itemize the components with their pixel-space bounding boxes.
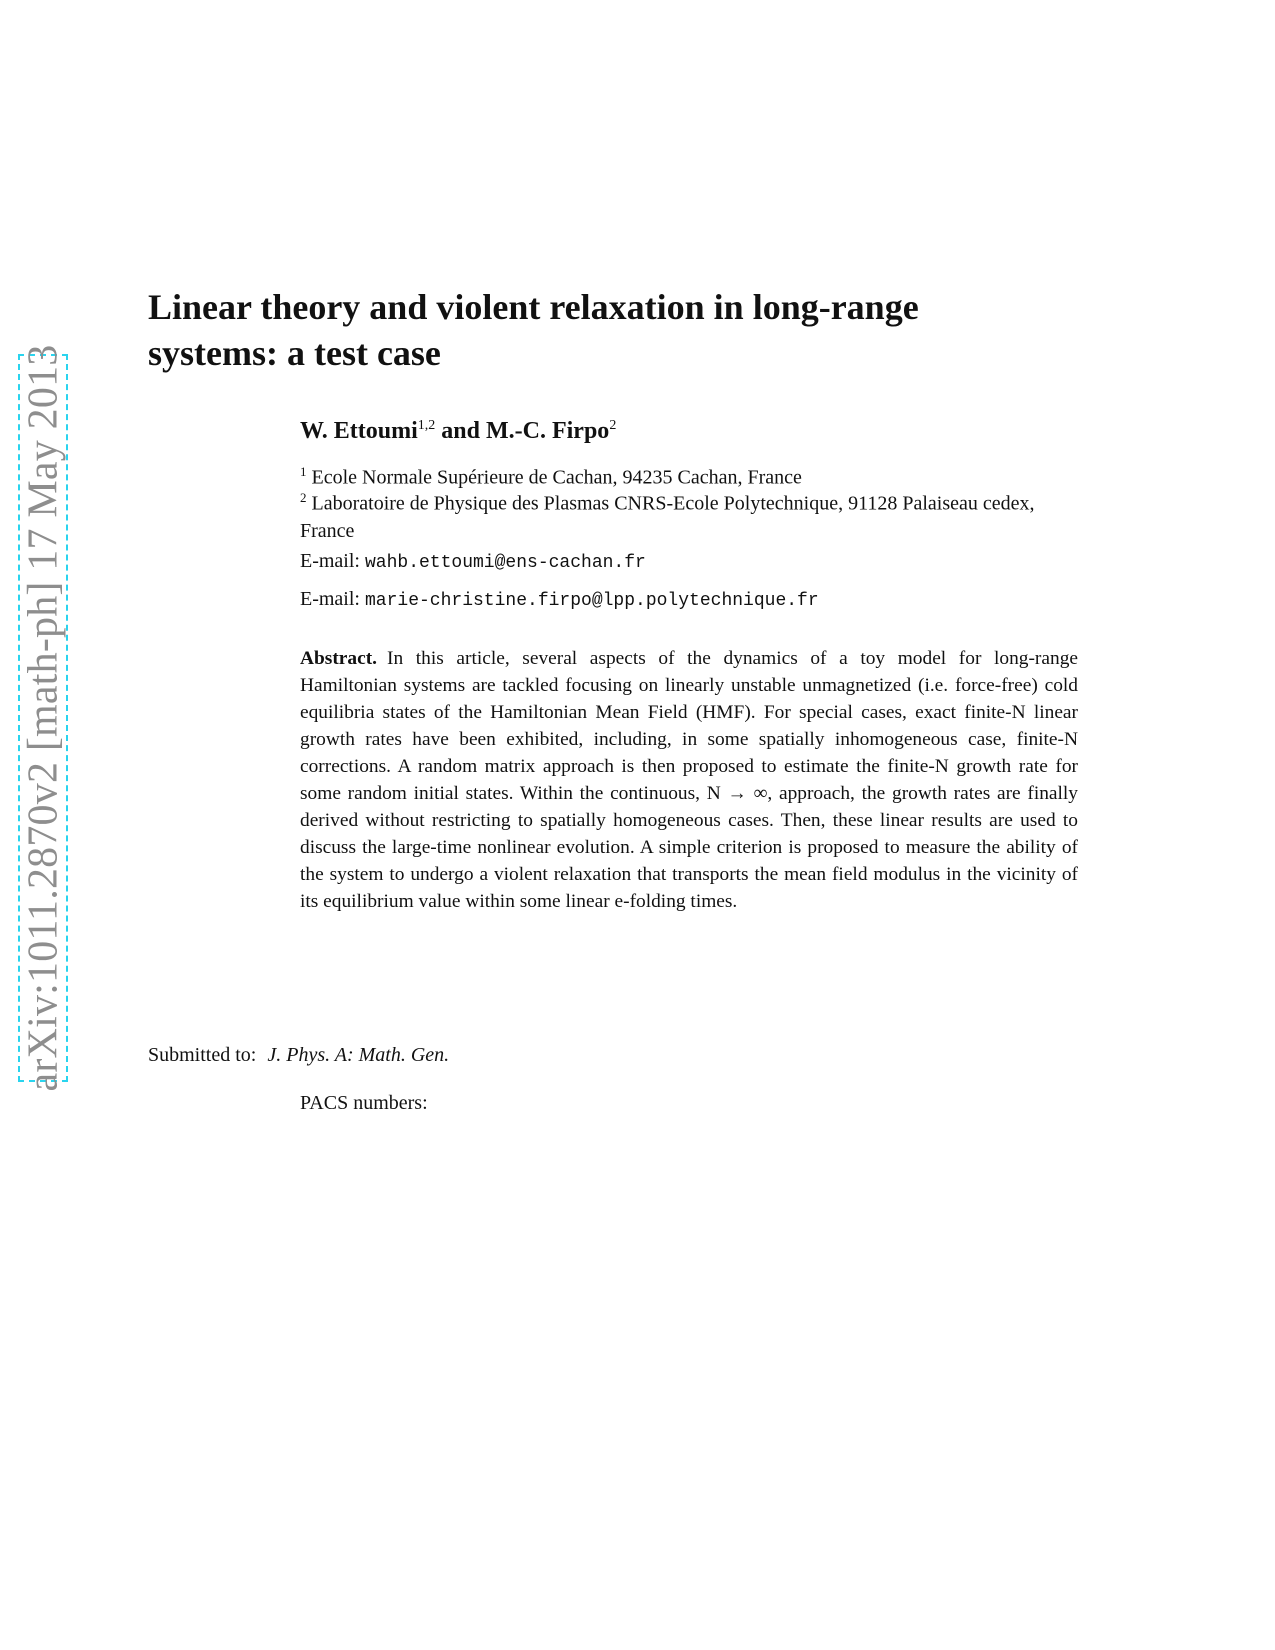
affiliation-text: Laboratoire de Physique des Plasmas CNRS-Ecole Polytechnique, 91128 Palaiseau cedex, France [300, 492, 1035, 542]
affiliation-number: 2 [300, 490, 307, 505]
email-line [300, 550, 646, 573]
email-label: E-mail: [300, 588, 360, 610]
author-name: M.-C. Firpo [486, 418, 610, 444]
author-affiliation-marker: 1,2 [417, 418, 436, 433]
pacs-numbers: PACS numbers: [300, 1092, 428, 1114]
email-address[interactable]: marie-christine.firpo@lpp.polytechnique.fr [364, 591, 819, 611]
affiliation [300, 484, 1080, 545]
email-line [300, 588, 819, 611]
email-address[interactable]: wahb.ettoumi@ens-cachan.fr [364, 553, 646, 573]
affiliation-text: Ecole Normale Supérieure de Cachan, 94235 Cachan, France [311, 466, 802, 489]
submitted-label: Submitted to: [148, 1044, 257, 1066]
abstract [300, 645, 1078, 915]
journal-name: J. Phys. A: Math. Gen. [267, 1044, 450, 1066]
author-affiliation-marker: 2 [609, 418, 617, 433]
affiliation-number: 1 [300, 464, 307, 479]
author-name: W. Ettoumi [300, 418, 418, 444]
author-list [300, 418, 616, 445]
abstract-text: In this article, several aspects of the dynamics of a toy model for long-range Hamiltonian systems are tackled focusing on linearly unstable unmagnetized (i.e. force-free) cold equilibria states of the Hamiltonian Mean Field (HMF). For special cases, exact finite-N linear growth rates have been exhibited, including, in some spatially inhomogeneous case, finite-N corrections. A random matrix approach is then proposed to estimate the finite-N growth rate for some random initial states. Within the continuous, N → ∞, approach, the growth rates are finally derived without restricting to spatially homogeneous cases. Then, these linear results are used to discuss the large-time nonlinear evolution. A simple criterion is proposed to measure the ability of the system to undergo a violent relaxation that transports the mean field modulus in the vicinity of its equilibrium value within some linear e-folding times. [300, 648, 1078, 912]
arxiv-sidebar-stamp [18, 344, 68, 1092]
email-label: E-mail: [300, 550, 360, 572]
arxiv-identifier: arXiv:1011.2870v2 [math-ph] 17 May 2013 [20, 344, 66, 1092]
abstract-label: Abstract. [300, 648, 378, 669]
paper-title: Linear theory and violent relaxation in long-range systems: a test case [148, 287, 919, 373]
submitted-to [148, 1044, 449, 1067]
author-conjunction: and [441, 418, 480, 444]
